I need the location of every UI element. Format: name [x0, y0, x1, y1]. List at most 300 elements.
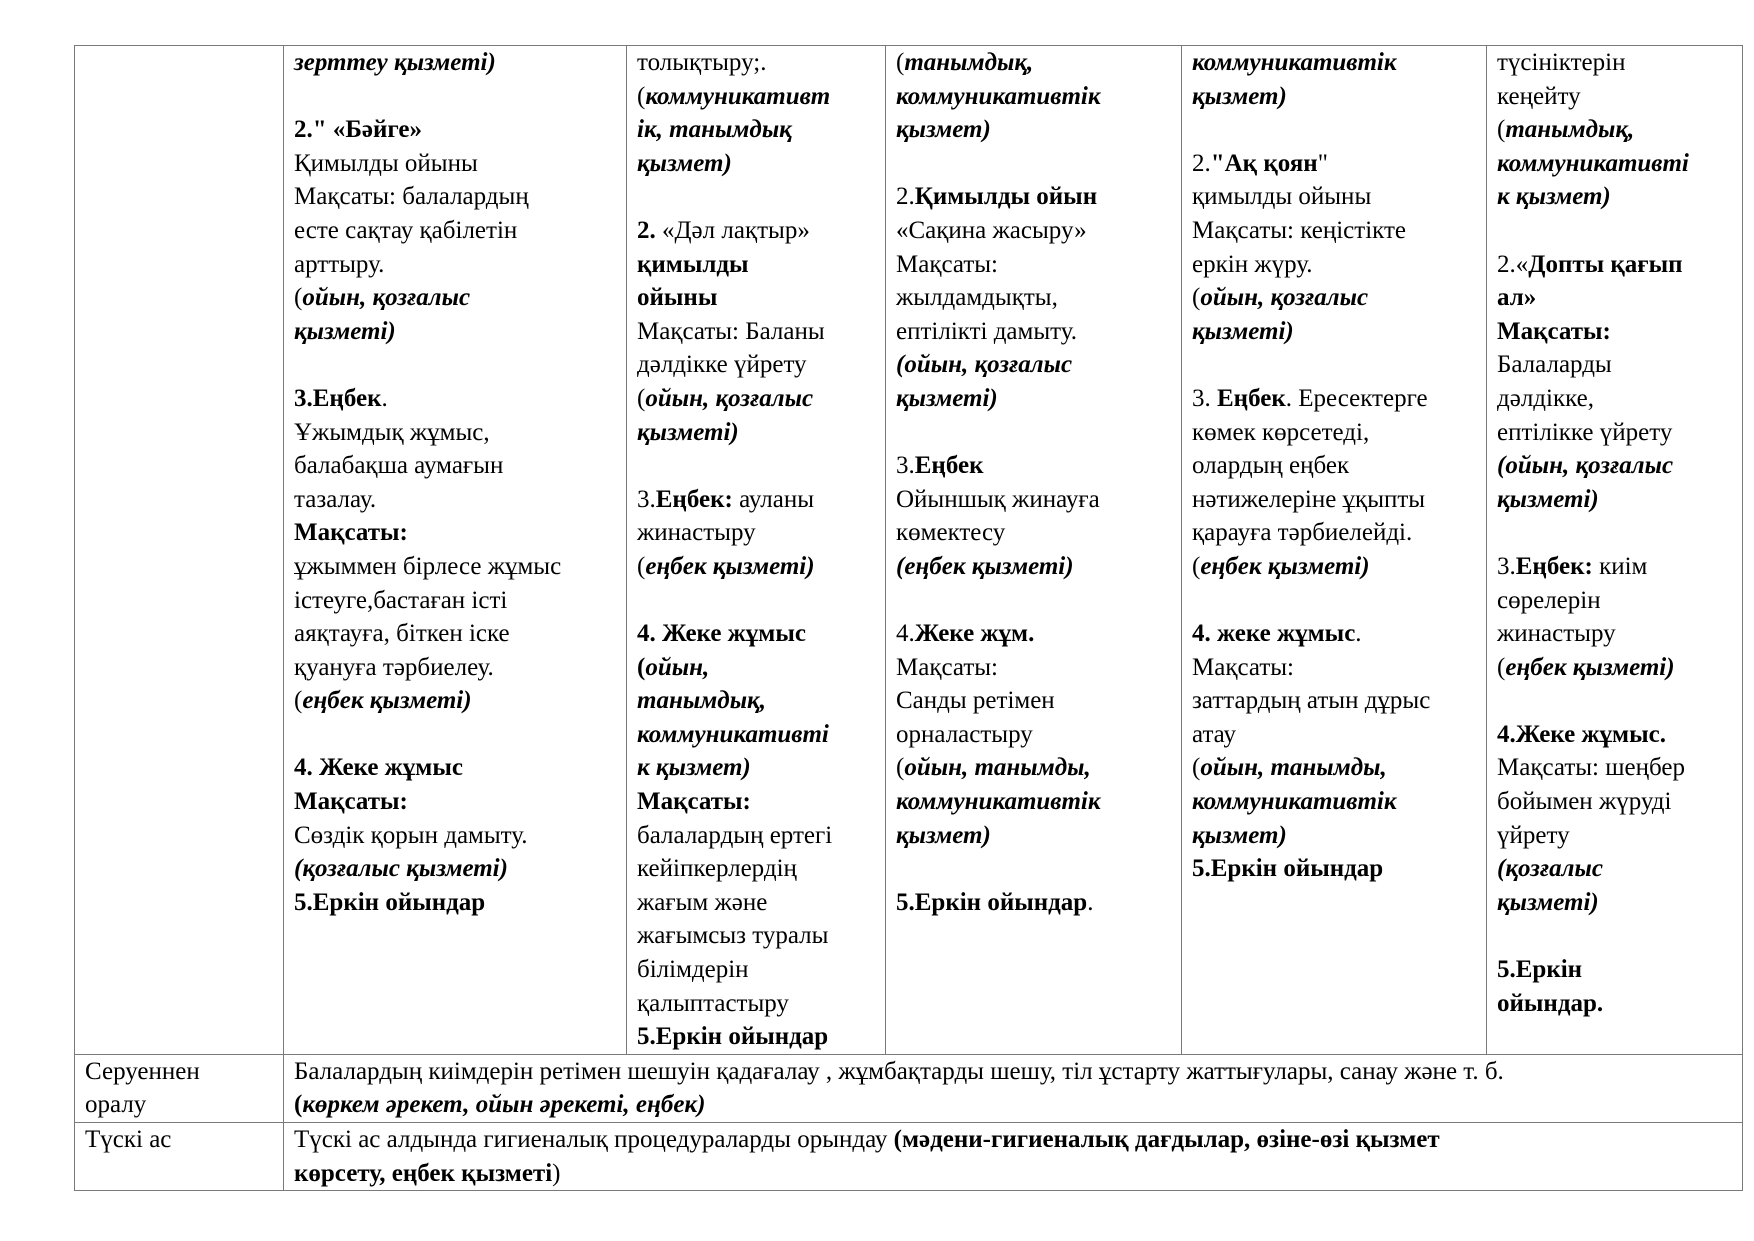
cell-text-line: [896, 684, 1175, 718]
cell-text-line: [896, 348, 1175, 382]
blank-line: [1192, 584, 1480, 618]
text-run: к қызмет): [1497, 183, 1611, 211]
cell-text-line: [1497, 953, 1736, 987]
cell-text-line: [1497, 449, 1736, 483]
text-run: (: [896, 49, 905, 76]
row-label-cell-empty: [75, 46, 284, 1055]
text-run: коммуникативтік: [1192, 49, 1397, 76]
text-run: 4. жеке жұмыс: [1192, 620, 1356, 648]
text-run: 5.Еркін ойындар: [1192, 855, 1384, 883]
cell-text-line: [294, 751, 620, 785]
text-run: 2." «Бәйге»: [294, 116, 423, 144]
cell-text-line: [637, 147, 879, 181]
cell-text-line: [1192, 315, 1480, 349]
cell-text-line: [1497, 416, 1736, 450]
text-run: Түскі ас алдында гигиеналық процедураларды орындау: [294, 1126, 894, 1153]
cell-text-line: [896, 819, 1175, 853]
text-run: Мақсаты:: [896, 250, 998, 278]
text-run: Мақсаты:: [896, 653, 998, 681]
cell-text-line: [637, 80, 879, 114]
text-run: қызметі): [1192, 317, 1294, 345]
text-run: істеуге,бастаған істі: [294, 586, 508, 614]
text-run: дәлдікке үйрету: [637, 351, 807, 379]
text-run: жинастыру: [1497, 620, 1616, 648]
text-run: Түскі ас: [85, 1126, 172, 1153]
table-row-lunch: [75, 1123, 1743, 1191]
text-run: қимылды ойыны: [1192, 183, 1372, 211]
text-run: Қимылды ойын: [914, 183, 1098, 211]
text-run: 5.Еркін ойындар: [294, 888, 486, 916]
cell-text-line: [896, 550, 1175, 584]
cell-text-line: [637, 819, 879, 853]
text-run: жылдамдықты,: [896, 284, 1058, 312]
text-run: қарауға тәрбиелейді.: [1192, 519, 1413, 547]
text-run: толықтыру;.: [637, 49, 767, 76]
cell-text-line: [896, 80, 1175, 114]
cell-text-line: [294, 516, 620, 550]
text-run: (: [1497, 653, 1506, 681]
cell-text-line: [896, 281, 1175, 315]
text-run: Допты қағып: [1528, 250, 1683, 278]
cell-text-line: [637, 483, 879, 517]
text-run: (ойын, қозғалыс: [896, 351, 1073, 379]
text-run: 4.: [896, 620, 915, 648]
text-run: 2.«: [1497, 250, 1529, 278]
text-run: үйрету: [1497, 821, 1570, 849]
text-run: танымдық,: [637, 687, 766, 715]
cell-text-line: [896, 382, 1175, 416]
text-run: 4.Жеке жұмыс.: [1497, 720, 1666, 748]
cell-text-line: [294, 382, 620, 416]
text-run: Серуеннен: [85, 1057, 200, 1085]
cell-text-line: [896, 315, 1175, 349]
text-run: .: [381, 384, 388, 412]
cell-text-line: [896, 785, 1175, 819]
cell-text-line: [637, 718, 879, 752]
text-run: Мақсаты: Баланы: [637, 317, 825, 345]
text-run: (: [1192, 754, 1201, 782]
cell-text-line: [1497, 483, 1736, 517]
cell-text-line: [637, 785, 879, 819]
cell-text-line: [294, 1055, 1736, 1089]
day-column-4-cell: [1182, 46, 1487, 1055]
cell-text-line: [294, 819, 620, 853]
text-run: ал»: [1497, 284, 1537, 312]
text-run: коммуникативті: [637, 720, 829, 748]
cell-text-line: [1192, 416, 1480, 450]
cell-text-line: [1497, 281, 1736, 315]
text-run: жағымсыз туралы: [637, 922, 829, 950]
text-run: Мақсаты:: [1497, 317, 1611, 345]
plan-table: [74, 45, 1743, 1191]
cell-text-line: [1192, 684, 1480, 718]
cell-text-line: [1192, 382, 1480, 416]
text-run: Мақсаты:: [294, 788, 408, 816]
cell-text-line: [637, 651, 879, 685]
text-run: (: [1192, 284, 1201, 312]
text-run: Балаларды: [1497, 351, 1612, 379]
cell-text-line: [896, 214, 1175, 248]
text-run: коммуникативт: [645, 82, 831, 110]
blank-line: [637, 449, 879, 483]
cell-text-line: [1192, 248, 1480, 282]
cell-text-line: [896, 718, 1175, 752]
text-run: қалыптастыру: [637, 989, 789, 1017]
text-run: кеңейту: [1497, 82, 1581, 110]
cell-text-line: [637, 248, 879, 282]
text-run: Сөздік қорын дамыту.: [294, 821, 528, 849]
cell-text-line: [1497, 718, 1736, 752]
cell-text-line: [1192, 147, 1480, 181]
cell-text-line: [1497, 382, 1736, 416]
text-run: ауланы: [732, 485, 815, 513]
text-run: .: [1355, 620, 1362, 648]
text-run: (: [637, 384, 646, 412]
cell-text-line: [294, 584, 620, 618]
cell-text-line: [1497, 852, 1736, 886]
table-row-activities: [75, 46, 1743, 1055]
text-run: (: [294, 687, 303, 715]
text-run: еңбек қызметі): [645, 552, 815, 580]
text-run: Ойыншық жинауға: [896, 485, 1100, 513]
text-run: 2.: [1192, 149, 1211, 177]
text-run: еңбек қызметі): [1505, 653, 1675, 681]
cell-text-line: [637, 315, 879, 349]
text-run: Жеке жұм.: [914, 620, 1035, 648]
day-column-3-cell: [886, 46, 1182, 1055]
cell-text-line: [1192, 819, 1480, 853]
cell-text-line: [637, 919, 879, 953]
text-run: (: [637, 82, 646, 110]
row-label-lunch: [75, 1123, 284, 1191]
cell-text-line: [294, 1123, 1736, 1157]
text-run: арттыру.: [294, 250, 385, 278]
text-run: қызметі): [1497, 888, 1599, 916]
cell-text-line: [637, 382, 879, 416]
text-run: сөрелерін: [1497, 586, 1601, 614]
cell-text-line: [294, 1157, 1736, 1191]
cell-text-line: [85, 1088, 277, 1122]
cell-text-line: [1192, 516, 1480, 550]
cell-text-line: [1192, 852, 1480, 886]
cell-text-line: [1497, 180, 1736, 214]
text-run: Мақсаты: балалардың: [294, 183, 529, 211]
cell-text-line: [896, 113, 1175, 147]
cell-text-line: [294, 214, 620, 248]
cell-text-line: [637, 516, 879, 550]
text-run: қызмет): [896, 821, 991, 849]
blank-line: [1192, 348, 1480, 382]
text-run: 3.: [1497, 552, 1516, 580]
text-run: (ойын, қозғалыс: [1497, 452, 1674, 480]
blank-line: [637, 180, 879, 214]
blank-line: [294, 348, 620, 382]
text-run: (қозғалыс: [1497, 855, 1603, 883]
cell-text-line: [1497, 315, 1736, 349]
text-run: 3.: [896, 452, 915, 480]
text-run: «Дәл лақтыр»: [655, 216, 810, 244]
cell-text-line: [294, 147, 620, 181]
text-run: Еңбек: [914, 452, 984, 480]
text-run: ік, танымдық: [637, 116, 792, 144]
cell-text-line: [1497, 348, 1736, 382]
text-run: (: [637, 653, 646, 681]
cell-text-line: [1192, 449, 1480, 483]
text-run: ойыны: [637, 284, 718, 312]
cell-text-line: [294, 281, 620, 315]
text-run: кейіпкерлердің: [637, 855, 797, 883]
cell-text-line: [294, 449, 620, 483]
text-run: Мақсаты: шеңбер: [1497, 754, 1685, 782]
cell-text-line: [1497, 46, 1736, 80]
text-run: қызмет): [896, 116, 991, 144]
text-run: 5.Еркін ойындар: [637, 1023, 829, 1051]
text-run: 4. Жеке жұмыс: [637, 620, 806, 648]
cell-text-line: [637, 113, 879, 147]
cell-text-line: [637, 751, 879, 785]
blank-line: [294, 718, 620, 752]
text-run: орналастыру: [896, 720, 1033, 748]
text-run: 3.: [1192, 384, 1217, 412]
cell-text-line: [1192, 651, 1480, 685]
cell-text-line: [294, 483, 620, 517]
cell-text-line: [294, 113, 620, 147]
cell-text-line: [1497, 987, 1736, 1021]
text-run: ептілікті дамыту.: [896, 317, 1077, 345]
day-column-2-cell: [627, 46, 886, 1055]
text-run: Мақсаты: кеңістікте: [1192, 216, 1406, 244]
text-run: қызметі): [1497, 485, 1599, 513]
cell-text-line: [1192, 751, 1480, 785]
text-run: еңбек қызметі): [302, 687, 472, 715]
text-run: коммуникативтік: [1192, 788, 1397, 816]
cell-text-line: [294, 1088, 1736, 1122]
text-run: еркін жүру.: [1192, 250, 1313, 278]
text-run: Ұжымдық жұмыс,: [294, 418, 490, 446]
blank-line: [1497, 919, 1736, 953]
text-run: қызмет): [637, 149, 732, 177]
cell-text-line: [1497, 651, 1736, 685]
text-run: (: [294, 284, 303, 312]
cell-text-line: [637, 886, 879, 920]
cell-text-line: [896, 180, 1175, 214]
blank-line: [637, 584, 879, 618]
cell-text-line: [294, 852, 620, 886]
cell-text-line: [637, 987, 879, 1021]
text-run: Еңбек: [1217, 384, 1286, 412]
cell-text-line: [896, 516, 1175, 550]
text-run: (: [637, 552, 646, 580]
cell-text-line: [896, 651, 1175, 685]
text-run: дәлдікке,: [1497, 384, 1594, 412]
text-run: (еңбек қызметі): [896, 552, 1074, 580]
cell-text-line: [1192, 46, 1480, 80]
cell-text-line: [1497, 113, 1736, 147]
text-run: қуануға тәрбиелеу.: [294, 653, 494, 681]
text-run: балалардың ертегі: [637, 821, 833, 849]
cell-text-line: [896, 248, 1175, 282]
cell-text-line: [1192, 483, 1480, 517]
text-run: Қимылды ойыны: [294, 149, 478, 177]
text-run: ойындар.: [1497, 989, 1604, 1017]
row-label-return-from-walk: [75, 1054, 284, 1122]
cell-text-line: [1192, 281, 1480, 315]
day-column-5-cell: [1487, 46, 1743, 1055]
text-run: Санды ретімен: [896, 687, 1055, 715]
text-run: аяқтауға, біткен іске: [294, 620, 510, 648]
blank-line: [896, 147, 1175, 181]
text-run: қызмет): [1192, 821, 1287, 849]
text-run: киім: [1592, 552, 1648, 580]
text-run: олардың еңбек: [1192, 452, 1350, 480]
blank-line: [1497, 516, 1736, 550]
text-run: Мақсаты:: [637, 788, 751, 816]
text-run: ойын,: [645, 653, 710, 681]
text-run: 3.: [637, 485, 656, 513]
cell-text-line: [1192, 785, 1480, 819]
text-run: тазалау.: [294, 485, 377, 513]
text-run: ойын, танымды,: [904, 754, 1091, 782]
blank-line: [1497, 214, 1736, 248]
cell-text-line: [637, 617, 879, 651]
text-run: 4. Жеке жұмыс: [294, 754, 463, 782]
cell-text-line: [637, 46, 879, 80]
text-run: ептілікке үйрету: [1497, 418, 1673, 446]
cell-text-line: [1497, 886, 1736, 920]
cell-text-line: [637, 550, 879, 584]
text-run: 2.: [637, 216, 656, 244]
text-run: (: [1497, 116, 1506, 144]
blank-line: [294, 80, 620, 114]
text-run: бойымен жүруді: [1497, 788, 1672, 816]
text-run: көмектесу: [896, 519, 1006, 547]
text-run: көркем әрекет, ойын әрекеті, еңбек): [302, 1091, 706, 1119]
text-run: зерттеу қызметі): [294, 49, 496, 76]
cell-text-line: [1192, 718, 1480, 752]
text-run: (мәдени-гигиеналық дағдылар, өзіне-өзі қызмет: [893, 1126, 1440, 1153]
text-run: коммуникативтік: [896, 82, 1101, 110]
cell-text-line: [637, 684, 879, 718]
text-run: атау: [1192, 720, 1237, 748]
text-run: коммуникативтік: [896, 788, 1101, 816]
text-run: заттардың атын дұрыс: [1192, 687, 1431, 715]
cell-text-line: [637, 416, 879, 450]
cell-text-line: [896, 886, 1175, 920]
cell-text-line: [294, 617, 620, 651]
cell-text-line: [637, 281, 879, 315]
text-run: қызметі): [637, 418, 739, 446]
cell-text-line: [1192, 617, 1480, 651]
day-column-1-cell: [284, 46, 627, 1055]
cell-text-line: [637, 953, 879, 987]
text-run: к қызмет): [637, 754, 751, 782]
text-run: балабақша аумағын: [294, 452, 504, 480]
text-run: ": [1317, 149, 1328, 177]
cell-text-line: [294, 180, 620, 214]
blank-line: [1192, 113, 1480, 147]
text-run: Мақсаты:: [294, 519, 408, 547]
text-run: оралу: [85, 1091, 147, 1119]
text-run: 3.Еңбек: [294, 384, 382, 412]
text-run: қызметі): [294, 317, 396, 345]
text-run: коммуникативті: [1497, 149, 1689, 177]
text-run: қимылды: [637, 250, 749, 278]
cell-text-line: [1192, 80, 1480, 114]
text-run: Балалардың киімдерін ретімен шешуін қадағалау , жұмбақтарды шешу, тіл ұстарту жаттығулары, санау және т. б.: [294, 1057, 1504, 1085]
text-run: Мақсаты:: [1192, 653, 1294, 681]
text-run: ): [552, 1159, 561, 1187]
text-run: есте сақтау қабілетін: [294, 216, 518, 244]
cell-text-line: [294, 651, 620, 685]
cell-text-line: [1497, 147, 1736, 181]
text-run: көрсету, еңбек қызметі: [294, 1159, 553, 1187]
text-run: "Ақ қоян: [1210, 149, 1318, 177]
text-run: жинастыру: [637, 519, 756, 547]
blank-line: [896, 416, 1175, 450]
cell-text-line: [294, 248, 620, 282]
cell-text-line: [1497, 550, 1736, 584]
cell-text-line: [1192, 180, 1480, 214]
text-run: ойын, қозғалыс: [302, 284, 471, 312]
cell-text-line: [637, 214, 879, 248]
text-run: білімдерін: [637, 956, 749, 984]
text-run: .: [1087, 888, 1094, 916]
text-run: 2.: [896, 183, 915, 211]
cell-text-line: [637, 348, 879, 382]
cell-text-line: [896, 449, 1175, 483]
cell-text-line: [1497, 617, 1736, 651]
lunch-content: [284, 1123, 1743, 1191]
text-run: . Ересектерге: [1285, 384, 1428, 412]
text-run: түсініктерін: [1497, 49, 1626, 76]
cell-text-line: [294, 46, 620, 80]
text-run: ойын, танымды,: [1200, 754, 1387, 782]
cell-text-line: [294, 315, 620, 349]
cell-text-line: [896, 617, 1175, 651]
cell-text-line: [1497, 80, 1736, 114]
text-run: (: [1192, 552, 1201, 580]
cell-text-line: [896, 483, 1175, 517]
text-run: «Сақина жасыру»: [896, 216, 1087, 244]
cell-text-line: [896, 46, 1175, 80]
text-run: 5.Еркін ойындар: [896, 888, 1088, 916]
text-run: нәтижелеріне ұқыпты: [1192, 485, 1426, 513]
cell-text-line: [294, 886, 620, 920]
cell-text-line: [896, 751, 1175, 785]
cell-text-line: [294, 550, 620, 584]
text-run: ойын, қозғалыс: [1200, 284, 1369, 312]
cell-text-line: [294, 684, 620, 718]
text-run: қызмет): [1192, 82, 1287, 110]
cell-text-line: [1192, 550, 1480, 584]
cell-text-line: [1192, 214, 1480, 248]
text-run: Еңбек:: [655, 485, 733, 513]
cell-text-line: [1497, 248, 1736, 282]
text-run: (: [896, 754, 905, 782]
cell-text-line: [637, 1020, 879, 1054]
text-run: ойын, қозғалыс: [645, 384, 814, 412]
text-run: (қозғалыс қызметі): [294, 855, 508, 883]
text-run: 5.Еркін: [1497, 956, 1583, 984]
blank-line: [896, 852, 1175, 886]
cell-text-line: [294, 416, 620, 450]
text-run: қызметі): [896, 384, 998, 412]
return-from-walk-content: [284, 1054, 1743, 1122]
text-run: танымдық,: [904, 49, 1034, 76]
text-run: (: [294, 1091, 303, 1119]
cell-text-line: [1497, 751, 1736, 785]
cell-text-line: [1497, 819, 1736, 853]
